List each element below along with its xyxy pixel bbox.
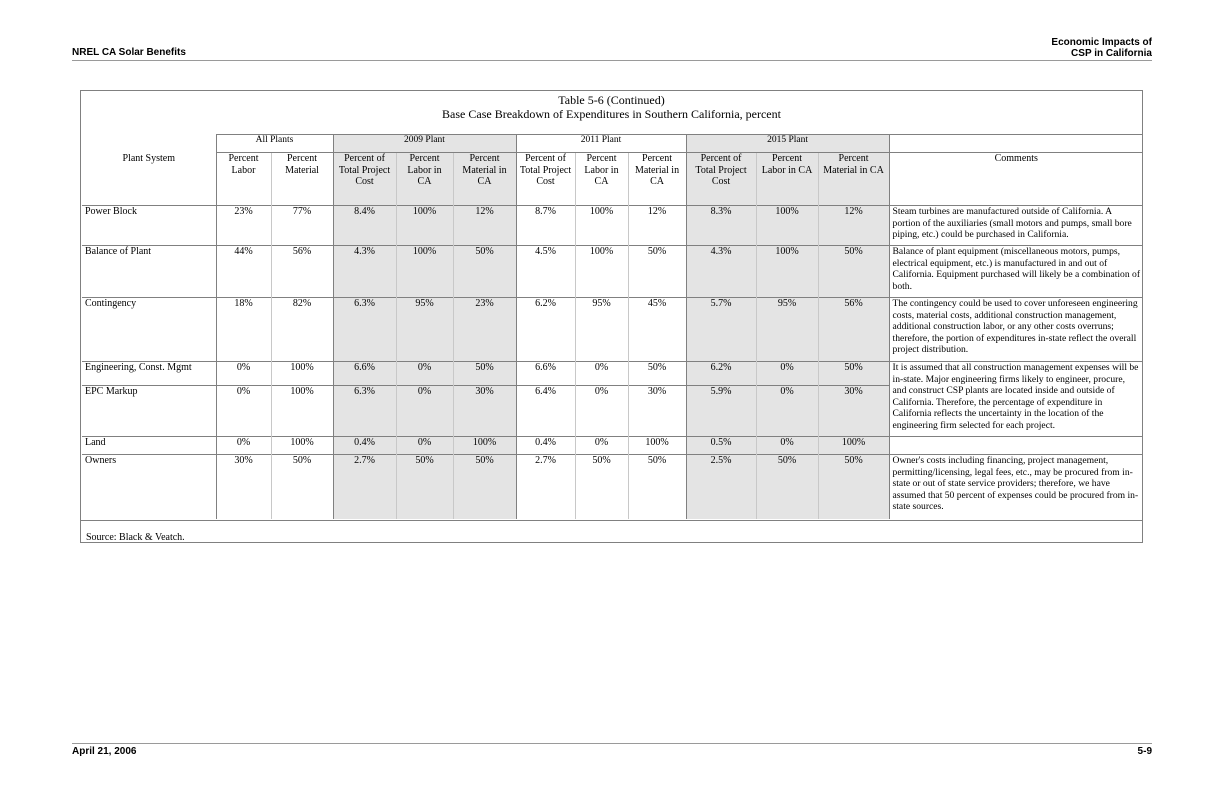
cell-pct-material: 100% [271, 386, 333, 437]
footer-rule [72, 743, 1152, 744]
cell-comment: Owner's costs including financing, project management, permitting/licensing, legal fees, etc., may be procured from in-state or out of state service providers; therefore, we have assumed that 50 percent of expenses could be procured from in-state sources. [889, 455, 1143, 519]
group-header-row [82, 135, 1143, 153]
row-plant-system: Power Block [85, 206, 137, 217]
cell-2011-material: 100% [628, 437, 686, 455]
cell-2015-cost: 6.2% [686, 362, 756, 386]
cell-2015-material: 50% [818, 362, 889, 386]
cell-comment [889, 437, 1143, 455]
col-2009-cost: Percent of Total Project Cost [333, 153, 396, 206]
col-2009-material: Percent Material in CA [453, 153, 516, 206]
group-2011-plant: 2011 Plant [516, 135, 686, 153]
col-2011-cost: Percent of Total Project Cost [516, 153, 575, 206]
running-header-left: NREL CA Solar Benefits [72, 47, 186, 58]
cell-pct-material: 100% [271, 437, 333, 455]
cell-2009-labor: 95% [396, 298, 453, 362]
cell-2011-cost: 6.6% [516, 362, 575, 386]
cell-2011-cost: 8.7% [516, 206, 575, 246]
cell-2011-labor: 100% [575, 246, 628, 298]
row-plant-system: EPC Markup [85, 386, 138, 397]
cell-2009-labor: 0% [396, 386, 453, 437]
cell-2015-cost: 5.7% [686, 298, 756, 362]
col-2011-material: Percent Material in CA [628, 153, 686, 206]
table-number: Table 5-6 (Continued) [558, 93, 665, 107]
group-2015-plant: 2015 Plant [686, 135, 889, 153]
cell-2015-labor: 0% [756, 362, 818, 386]
expenditure-table [82, 134, 1143, 519]
row-plant-system: Engineering, Const. Mgmt [85, 362, 192, 373]
cell-pct-labor: 44% [216, 246, 271, 298]
cell-2011-labor: 0% [575, 362, 628, 386]
table-caption [81, 93, 1142, 121]
cell-2015-material: 50% [818, 246, 889, 298]
cell-2011-material: 50% [628, 455, 686, 519]
cell-2011-labor: 0% [575, 386, 628, 437]
cell-2009-material: 50% [453, 362, 516, 386]
cell-2015-material: 12% [818, 206, 889, 246]
cell-2015-labor: 100% [756, 246, 818, 298]
running-header-right [1051, 37, 1152, 59]
cell-comment: Balance of plant equipment (miscellaneous motors, pumps, electrical equipment, etc.) is manufactured in and out of California. Equipment purchased will likely be a combination of both. [889, 246, 1143, 298]
cell-2015-labor: 50% [756, 455, 818, 519]
cell-2011-labor: 50% [575, 455, 628, 519]
footer-date: April 21, 2006 [72, 746, 137, 757]
col-pct-labor: Percent Labor [216, 153, 271, 206]
col-pct-material: Percent Material [271, 153, 333, 206]
cell-2011-cost: 4.5% [516, 246, 575, 298]
cell-pct-labor: 0% [216, 362, 271, 386]
cell-pct-labor: 0% [216, 386, 271, 437]
cell-2011-cost: 0.4% [516, 437, 575, 455]
row-plant-system: Land [85, 437, 106, 448]
cell-2011-labor: 95% [575, 298, 628, 362]
cell-2009-labor: 100% [396, 206, 453, 246]
cell-2015-labor: 0% [756, 437, 818, 455]
col-2009-labor: Percent Labor in CA [396, 153, 453, 206]
cell-2011-cost: 6.4% [516, 386, 575, 437]
row-plant-system: Contingency [85, 298, 137, 309]
cell-pct-material: 56% [271, 246, 333, 298]
group-2009-plant: 2009 Plant [333, 135, 516, 153]
col-2015-material: Percent Material in CA [818, 153, 889, 206]
cell-2009-labor: 0% [396, 362, 453, 386]
cell-2009-material: 30% [453, 386, 516, 437]
cell-2009-cost: 6.3% [333, 298, 396, 362]
col-2015-cost: Percent of Total Project Cost [686, 153, 756, 206]
source-rule [81, 520, 1142, 521]
cell-2015-labor: 100% [756, 206, 818, 246]
cell-comment: The contingency could be used to cover unforeseen engineering costs, material costs, additional construction management, additional construction labor, or any other costs overruns; therefore, the portion of expenditures in-state reflect the overall project distribution. [889, 298, 1143, 362]
cell-pct-labor: 23% [216, 206, 271, 246]
table-row [82, 246, 1143, 298]
cell-2011-material: 12% [628, 206, 686, 246]
cell-pct-material: 82% [271, 298, 333, 362]
cell-2015-labor: 95% [756, 298, 818, 362]
cell-2015-material: 100% [818, 437, 889, 455]
running-header-right-line2: CSP in California [1071, 48, 1152, 59]
cell-pct-labor: 30% [216, 455, 271, 519]
cell-2011-material: 45% [628, 298, 686, 362]
row-plant-system: Owners [85, 455, 117, 466]
cell-2015-cost: 0.5% [686, 437, 756, 455]
cell-2009-material: 50% [453, 246, 516, 298]
table-row [82, 437, 1143, 455]
cell-2015-cost: 8.3% [686, 206, 756, 246]
table-frame [80, 90, 1143, 543]
cell-2011-cost: 6.2% [516, 298, 575, 362]
cell-2009-material: 23% [453, 298, 516, 362]
cell-pct-material: 100% [271, 362, 333, 386]
page-number: 5-9 [1137, 746, 1152, 757]
table-row [82, 206, 1143, 246]
col-2011-labor: Percent Labor in CA [575, 153, 628, 206]
cell-2009-cost: 4.3% [333, 246, 396, 298]
header-rule [72, 60, 1152, 61]
cell-2015-material: 56% [818, 298, 889, 362]
cell-comment: It is assumed that all construction management expenses will be in-state. Major engineering firms likely to engineer, procure, and construct CSP plants are located inside and outside of California. Therefore, the percentage of expenditure in California reflects the uncertainty in the location of the engineering firm selected for each project. [889, 362, 1143, 437]
cell-2009-cost: 0.4% [333, 437, 396, 455]
cell-pct-labor: 18% [216, 298, 271, 362]
table-source: Source: Black & Veatch. [86, 532, 185, 543]
col-plant-system: Plant System [122, 152, 175, 164]
column-header-row [82, 153, 1143, 206]
cell-2011-labor: 100% [575, 206, 628, 246]
cell-2009-cost: 8.4% [333, 206, 396, 246]
cell-pct-material: 77% [271, 206, 333, 246]
cell-2011-material: 50% [628, 246, 686, 298]
col-2015-labor: Percent Labor in CA [756, 153, 818, 206]
row-plant-system: Balance of Plant [85, 246, 152, 257]
cell-2015-material: 30% [818, 386, 889, 437]
col-comments: Comments [889, 153, 1143, 206]
cell-2011-material: 30% [628, 386, 686, 437]
cell-2015-cost: 2.5% [686, 455, 756, 519]
cell-2015-labor: 0% [756, 386, 818, 437]
cell-2009-cost: 6.3% [333, 386, 396, 437]
running-header-right-line1: Economic Impacts of [1051, 37, 1152, 48]
cell-2015-cost: 4.3% [686, 246, 756, 298]
cell-2011-material: 50% [628, 362, 686, 386]
table-row [82, 362, 1143, 386]
cell-2009-cost: 2.7% [333, 455, 396, 519]
cell-2009-labor: 100% [396, 246, 453, 298]
table-row [82, 455, 1143, 519]
cell-2009-labor: 0% [396, 437, 453, 455]
table-title: Base Case Breakdown of Expenditures in Southern California, percent [442, 107, 781, 121]
cell-2015-cost: 5.9% [686, 386, 756, 437]
cell-2009-material: 50% [453, 455, 516, 519]
cell-comment: Steam turbines are manufactured outside of California. A portion of the auxiliaries (small motors and pumps, small bore piping, etc.) could be purchased in California. [889, 206, 1143, 246]
cell-2011-labor: 0% [575, 437, 628, 455]
cell-pct-material: 50% [271, 455, 333, 519]
cell-2009-material: 12% [453, 206, 516, 246]
cell-2011-cost: 2.7% [516, 455, 575, 519]
cell-2009-cost: 6.6% [333, 362, 396, 386]
cell-2015-material: 50% [818, 455, 889, 519]
cell-2009-labor: 50% [396, 455, 453, 519]
group-all-plants: All Plants [216, 135, 333, 153]
cell-pct-labor: 0% [216, 437, 271, 455]
cell-2009-material: 100% [453, 437, 516, 455]
table-row [82, 298, 1143, 362]
